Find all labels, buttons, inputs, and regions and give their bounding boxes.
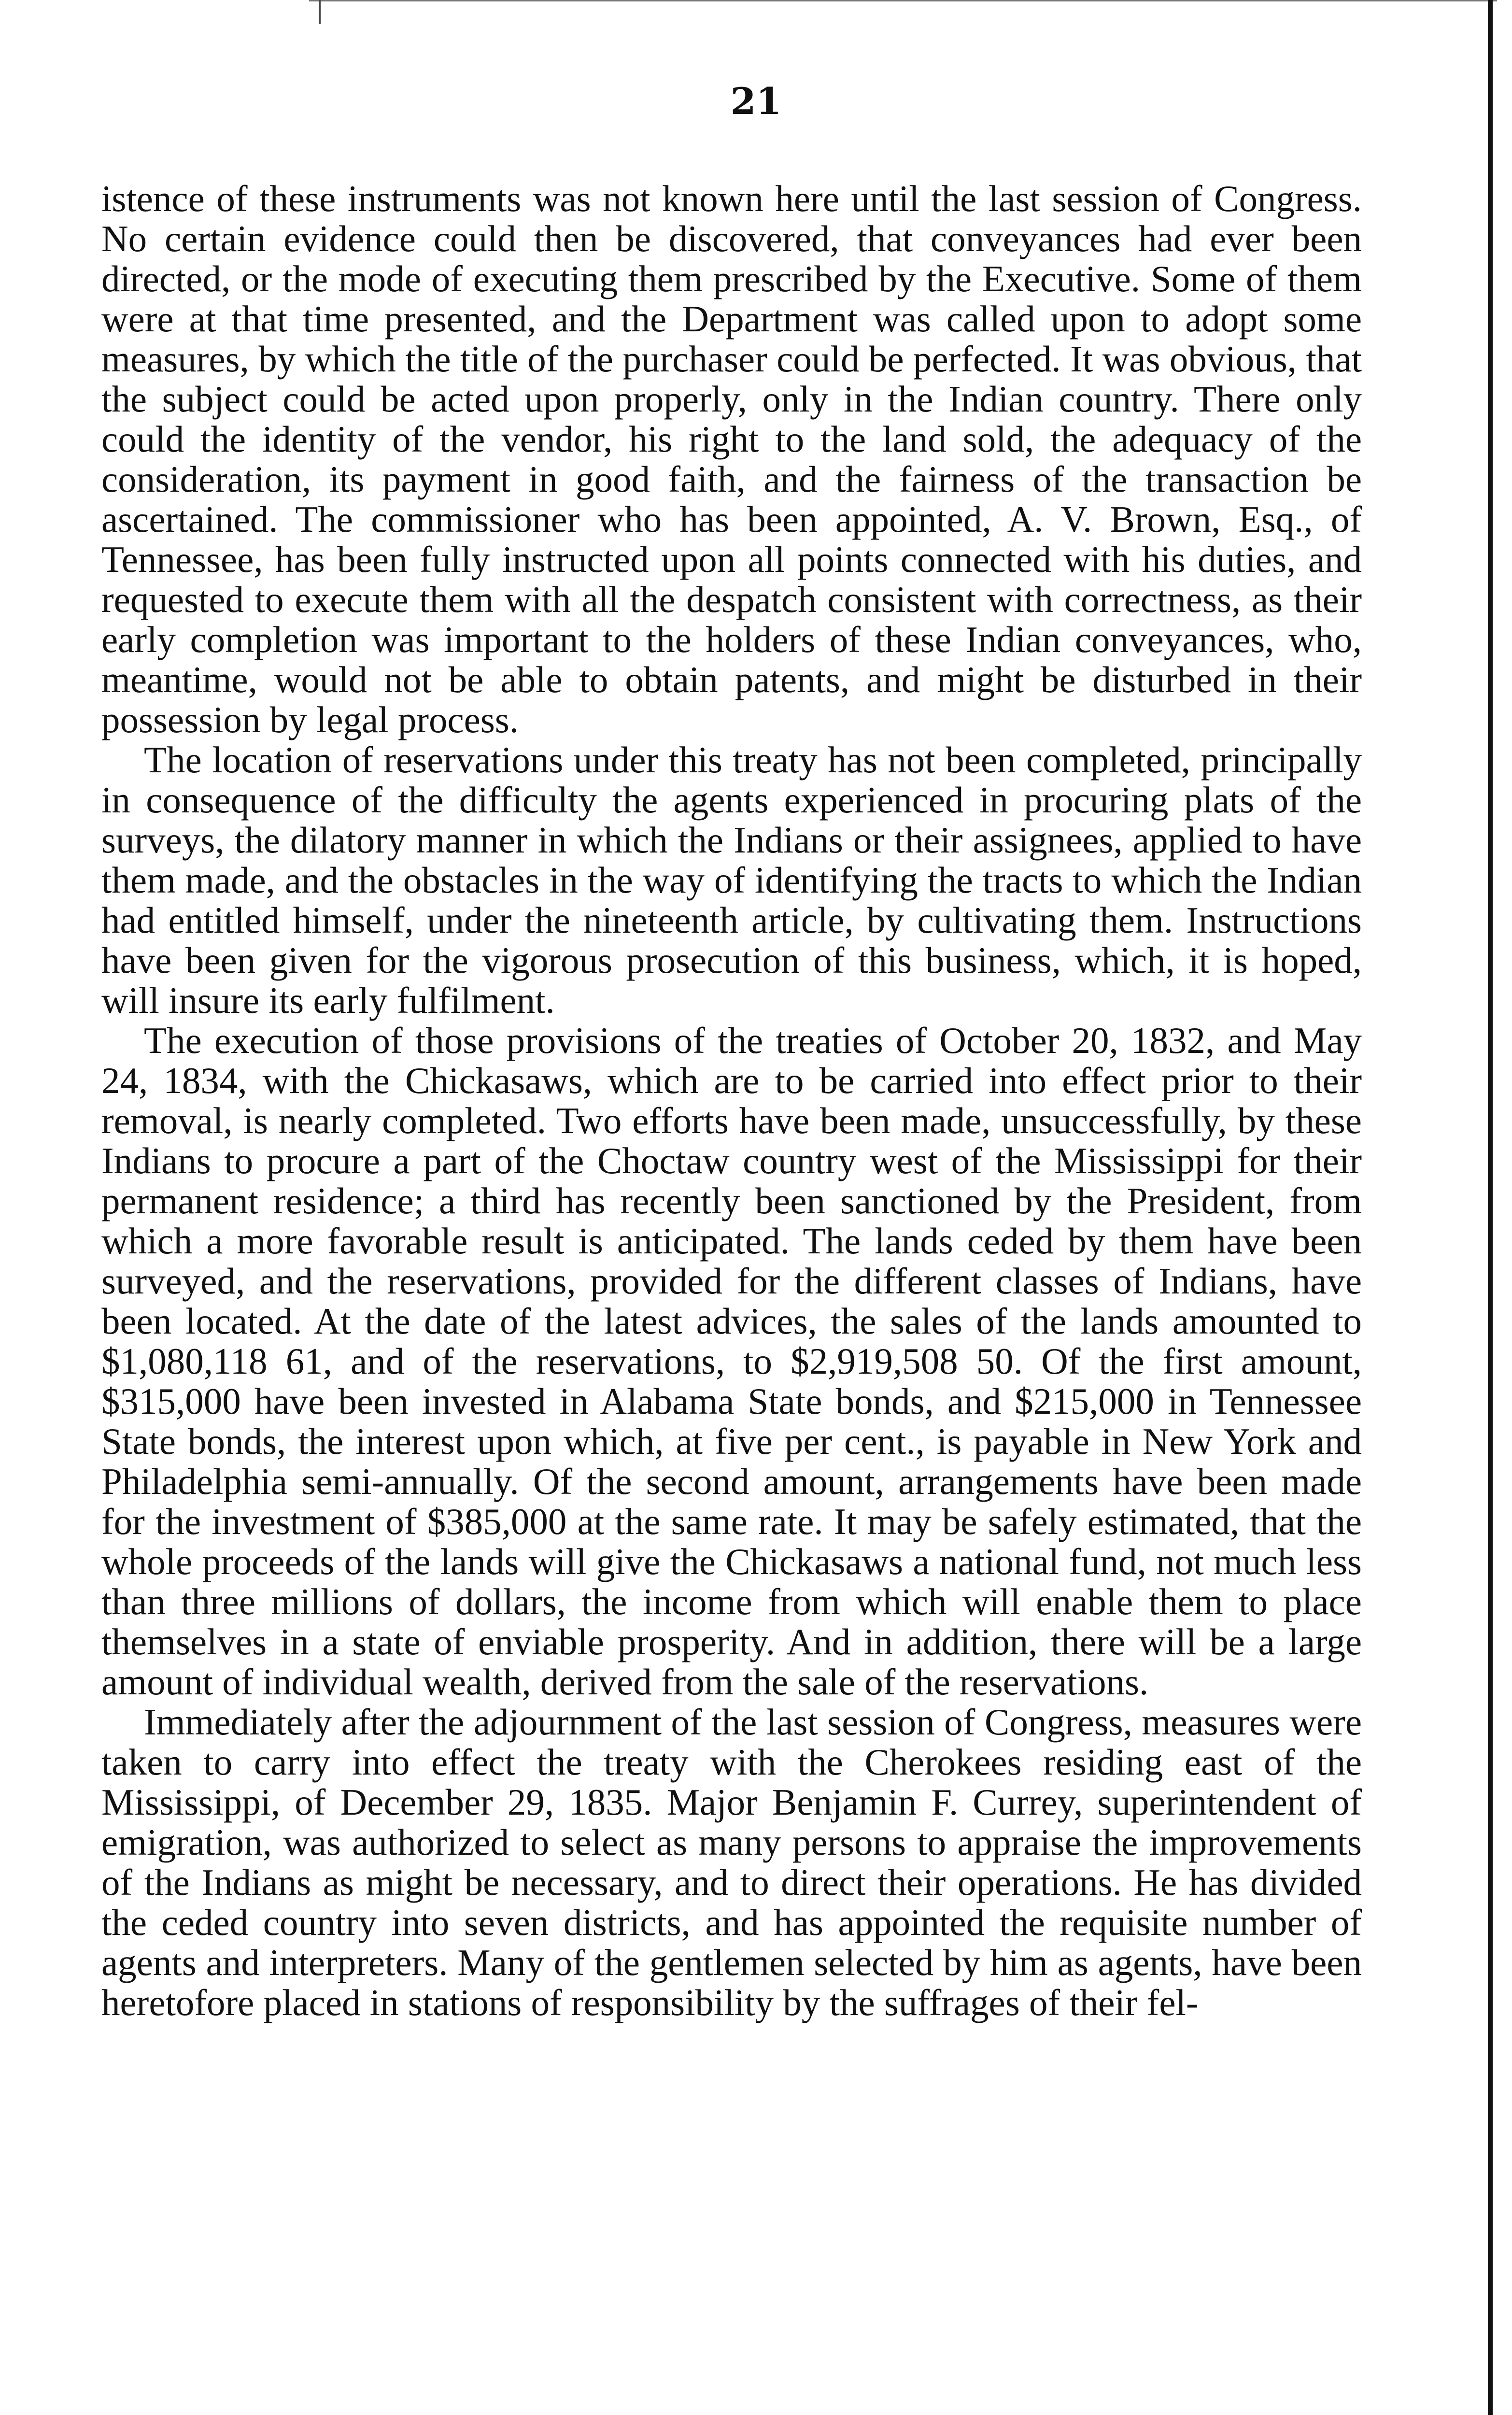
paragraph-cherokees: Immediately after the adjournment of the last session of Congress, measures were taken to carry into effect the treaty with the Cherokees residing east of the Mississippi, of December 29, 1835. Major Benjamin F. Currey, superintendent of emigration, was authorized to select as many persons to appraise the improvements of the Indians as might be necessary, and to direct their operations. He has divided the ceded country into seven districts, and has appointed the requisite number of agents and interpreters. Many of the gentlemen selected by him as agents, have been heretofore placed in stations of responsibility by the suffrages of their fel- — [101, 1701, 1362, 2023]
top-edge-tick — [319, 0, 321, 24]
body-text — [101, 179, 1362, 2023]
page-edge-line — [1488, 0, 1493, 2415]
paragraph-continuation: istence of these instruments was not known here until the last session of Congress. No certain evidence could then be discovered, that conveyances had ever been directed, or the mode of executing them prescribed by the Executive. Some of them were at that time presented, and the Department was called upon to adopt some measures, by which the title of the purchaser could be perfected. It was obvious, that the subject could be acted upon properly, only in the Indian country. There only could the identity of the vendor, his right to the land sold, the adequacy of the consideration, its payment in good faith, and the fairness of the transaction be ascertained. The commissioner who has been appointed, A. V. Brown, Esq., of Tennessee, has been fully instructed upon all points connected with his duties, and requested to execute them with all the despatch consistent with correctness, as their early completion was important to the holders of these Indian conveyances, who, meantime, would not be able to obtain patents, and might be disturbed in their possession by legal process. — [101, 178, 1362, 740]
paragraph-chickasaws: The execution of those provisions of the treaties of October 20, 1832, and May 24, 1834, with the Chickasaws, which are to be carried into effect prior to their removal, is nearly completed. Two efforts have been made, unsuccessfully, by these Indians to procure a part of the Choctaw country west of the Mississippi for their permanent residence; a third has recently been sanctioned by the President, from which a more favorable result is anticipated. The lands ceded by them have been surveyed, and the reservations, provided for the different classes of Indians, have been located. At the date of the latest advices, the sales of the lands amounted to $1,080,118 61, and of the reservations, to $2,919,508 50. Of the first amount, $315,000 have been invested in Alabama State bonds, and $215,000 in Tennessee State bonds, the interest upon which, at five per cent., is payable in New York and Philadelphia semi-annually. Of the second amount, arrangements have been made for the investment of $385,000 at the same rate. It may be safely estimated, that the whole proceeds of the lands will give the Chickasaws a national fund, not much less than three millions of dollars, the income from which will enable them to place themselves in a state of enviable prosperity. And in addition, there will be a large amount of individual wealth, derived from the sale of the reservations. — [101, 1020, 1362, 1703]
top-edge-rule — [309, 0, 1497, 1]
paragraph-reservations: The location of reservations under this treaty has not been completed, principally in consequence of the difficulty the agents experienced in procuring plats of the surveys, the dilatory manner in which the Indians or their assignees, applied to have them made, and the obstacles in the way of identifying the tracts to which the Indian had entitled himself, under the nineteenth article, by cultivating them. Instructions have been given for the vigorous prosecution of this business, which, it is hoped, will insure its early fulfilment. — [101, 739, 1362, 1021]
page-number: 21 — [730, 80, 782, 123]
